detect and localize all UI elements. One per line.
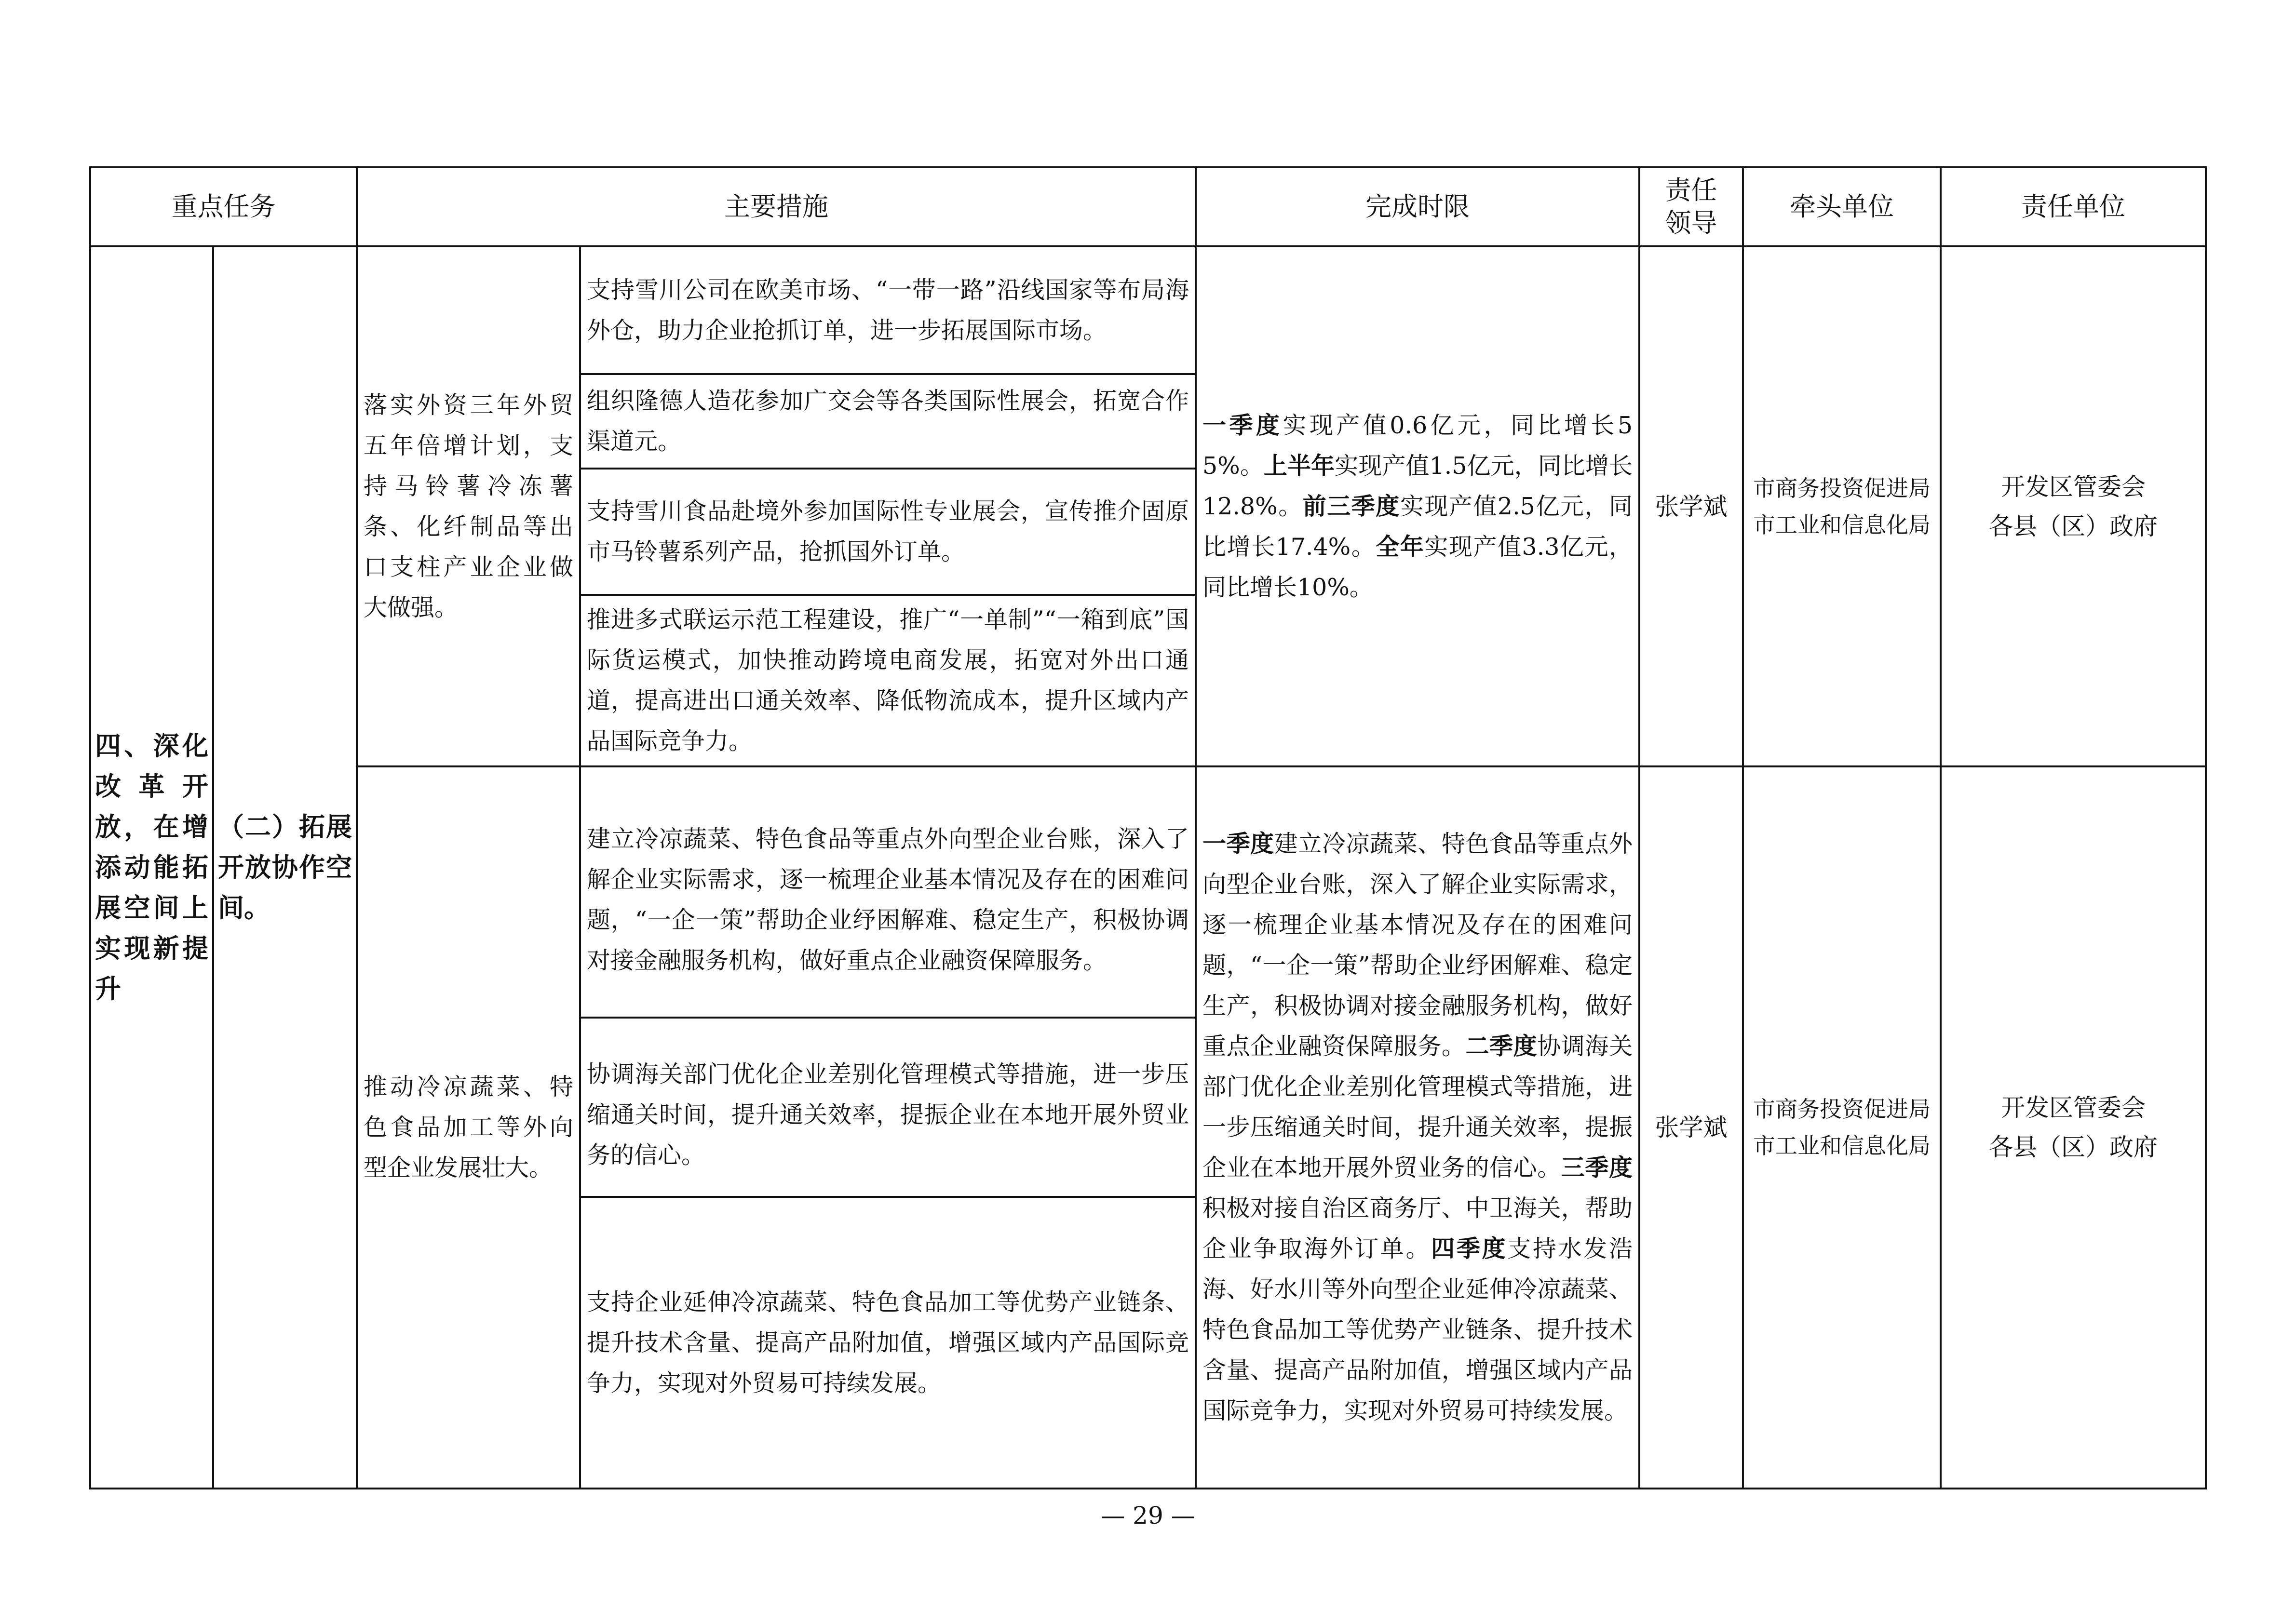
deadline-label: 三季度 [1561, 1154, 1633, 1182]
deadline-label: 前三季度 [1302, 492, 1400, 520]
deadline-label: 一季度 [1202, 830, 1274, 858]
deadline-label: 四季度 [1431, 1235, 1508, 1263]
task-table [89, 166, 2207, 1489]
header-row [90, 167, 2206, 246]
group2-measure-1: 建立冷凉蔬菜、特色食品等重点外向型企业台账，深入了解企业实际需求，逐一梳理企业基本情况及存在的困难问题，“一企一策”帮助企业纾困解难、稳定生产，积极协调对接金融服务机构，做好重点企业融资保障服务。 [580, 766, 1196, 1018]
group1-lead-unit: 市商务投资促进局 市工业和信息化局 [1743, 246, 1941, 766]
key-task-sub: （二）拓展开放协作空间。 [213, 246, 357, 1489]
deadline-label: 一季度 [1202, 411, 1283, 439]
header-deadline: 完成时限 [1196, 167, 1639, 246]
group1-deadline: 一季度实现产值0.6亿元，同比增长55%。上半年实现产值1.5亿元，同比增长12.8%。前三季度实现产值2.5亿元，同比增长17.4%。全年实现产值3.3亿元，同比增长10%。 [1196, 246, 1639, 766]
deadline-label: 二季度 [1465, 1033, 1538, 1060]
header-key-task: 重点任务 [90, 167, 357, 246]
deadline-label: 上半年 [1263, 452, 1335, 480]
table-row [90, 246, 2206, 374]
header-measures: 主要措施 [357, 167, 1196, 246]
group1-leader: 张学斌 [1639, 246, 1743, 766]
group1-measure-2: 组织隆德人造花参加广交会等各类国际性展会，拓宽合作渠道元。 [580, 374, 1196, 468]
group2-resp-unit: 开发区管委会 各县（区）政府 [1941, 766, 2206, 1489]
header-leader: 责任 领导 [1639, 167, 1743, 246]
group2-lead-unit: 市商务投资促进局 市工业和信息化局 [1743, 766, 1941, 1489]
group2-item: 推动冷凉蔬菜、特色食品加工等外向型企业发展壮大。 [357, 766, 580, 1489]
task-table-sheet [89, 166, 2205, 1489]
group1-measure-1: 支持雪川公司在欧美市场、“一带一路”沿线国家等布局海外仓，助力企业抢抓订单，进一步拓展国际市场。 [580, 246, 1196, 374]
group2-leader: 张学斌 [1639, 766, 1743, 1489]
group2-deadline: 一季度建立冷凉蔬菜、特色食品等重点外向型企业台账，深入了解企业实际需求，逐一梳理企业基本情况及存在的困难问题，“一企一策”帮助企业纾困解难、稳定生产，积极协调对接金融服务机构，做好重点企业融资保障服务。二季度协调海关部门优化企业差别化管理模式等措施，进一步压缩通关时间，提升通关效率，提振企业在本地开展外贸业务的信心。三季度积极对接自治区商务厅、中卫海关，帮助企业争取海外订单。四季度支持水发浩海、好水川等外向型企业延伸冷凉蔬菜、特色食品加工等优势产业链条、提升技术含量、提高产品附加值，增强区域内产品国际竞争力，实现对外贸易可持续发展。 [1196, 766, 1639, 1489]
page-number: — 29 — [1101, 1502, 1195, 1529]
group1-measure-3: 支持雪川食品赴境外参加国际性专业展会，宣传推介固原市马铃薯系列产品，抢抓国外订单。 [580, 469, 1196, 595]
header-resp-unit: 责任单位 [1941, 167, 2206, 246]
group2-measure-3: 支持企业延伸冷凉蔬菜、特色食品加工等优势产业链条、提升技术含量、提高产品附加值，增强区域内产品国际竞争力，实现对外贸易可持续发展。 [580, 1197, 1196, 1489]
group2-measure-2: 协调海关部门优化企业差别化管理模式等措施，进一步压缩通关时间，提升通关效率，提振企业在本地开展外贸业务的信心。 [580, 1018, 1196, 1197]
group1-resp-unit: 开发区管委会 各县（区）政府 [1941, 246, 2206, 766]
key-task-main: 四、深化改革开放，在增添动能拓展空间上实现新提升 [90, 246, 213, 1489]
group1-measure-4: 推进多式联运示范工程建设，推广“一单制”“一箱到底”国际货运模式，加快推动跨境电商发展，拓宽对外出口通道，提高进出口通关效率、降低物流成本，提升区域内产品国际竞争力。 [580, 595, 1196, 766]
group1-item: 落实外资三年外贸五年倍增计划，支持马铃薯冷冻薯条、化纤制品等出口支柱产业企业做大做强。 [357, 246, 580, 766]
header-lead-unit: 牵头单位 [1743, 167, 1941, 246]
deadline-label: 全年 [1376, 533, 1425, 561]
table-row [90, 766, 2206, 1018]
